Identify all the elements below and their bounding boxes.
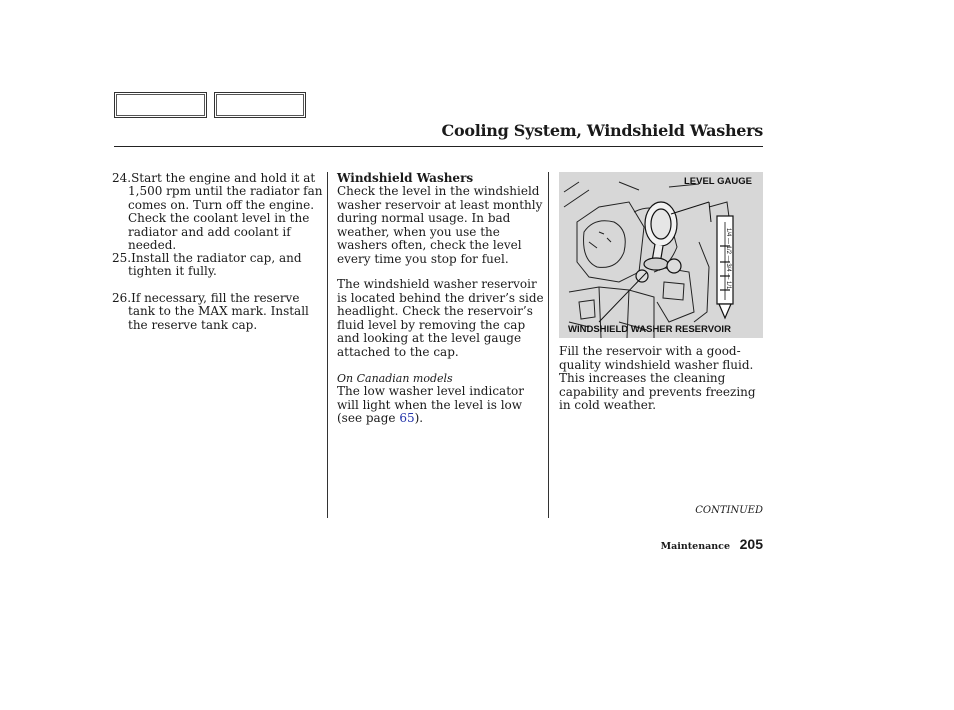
reservoir-label: WINDSHIELD WASHER RESERVOIR <box>568 324 731 335</box>
page-65-link[interactable]: 65 <box>399 411 415 425</box>
paragraph-3-end: ). <box>414 411 424 425</box>
continued-note: CONTINUED <box>695 505 763 516</box>
column-divider-1 <box>327 172 328 518</box>
title-divider <box>114 146 763 147</box>
next-page-button[interactable] <box>214 92 306 118</box>
step-25: 25.Install the radiator cap, and tighten it fully. <box>112 251 302 279</box>
step-26: 26.If necessary, fill the reserve tank to the MAX mark. Install the reserve tank cap. <box>112 291 309 332</box>
column-divider-2 <box>548 172 549 518</box>
engine-bay-drawing <box>559 172 763 338</box>
page-number: 205 <box>739 536 763 552</box>
washers-heading: Windshield Washers <box>337 171 474 185</box>
section-name: Maintenance <box>660 541 730 552</box>
paragraph-3-text: The low washer level indicator will light when the level is low (see page <box>337 384 524 425</box>
step-24: 24.Start the engine and hold it at 1,500 rpm until the radiator fan comes on. Turn off the engine. Check the coolant level in the radiator and add coolant if needed. <box>112 171 323 253</box>
washers-paragraph-1: Check the level in the windshield washer reservoir at least monthly during normal usage. In bad weather, when you use the washers often, check the level every time you stop for fuel. <box>337 184 543 266</box>
fill-instructions: Fill the reservoir with a good-quality windshield washer fluid. This increases the cleaning capability and prevents freezing in cold weather. <box>559 344 756 412</box>
page-title: Cooling System, Windshield Washers <box>441 121 763 140</box>
canadian-models-note: On Canadian models <box>337 372 453 385</box>
washers-paragraph-2: The windshield washer reservoir is located behind the driver’s side headlight. Check the reservoir’s fluid level by removing the cap and looking at the level gauge attached to the cap. <box>337 277 544 359</box>
level-gauge-label: LEVEL GAUGE <box>684 176 752 187</box>
previous-page-button[interactable] <box>114 92 207 118</box>
washer-reservoir-illustration <box>559 172 763 338</box>
washers-paragraph-3 <box>337 385 547 426</box>
gauge-markings: 1/4 — 1/2 — 3/4 — 1/1 <box>725 228 731 290</box>
